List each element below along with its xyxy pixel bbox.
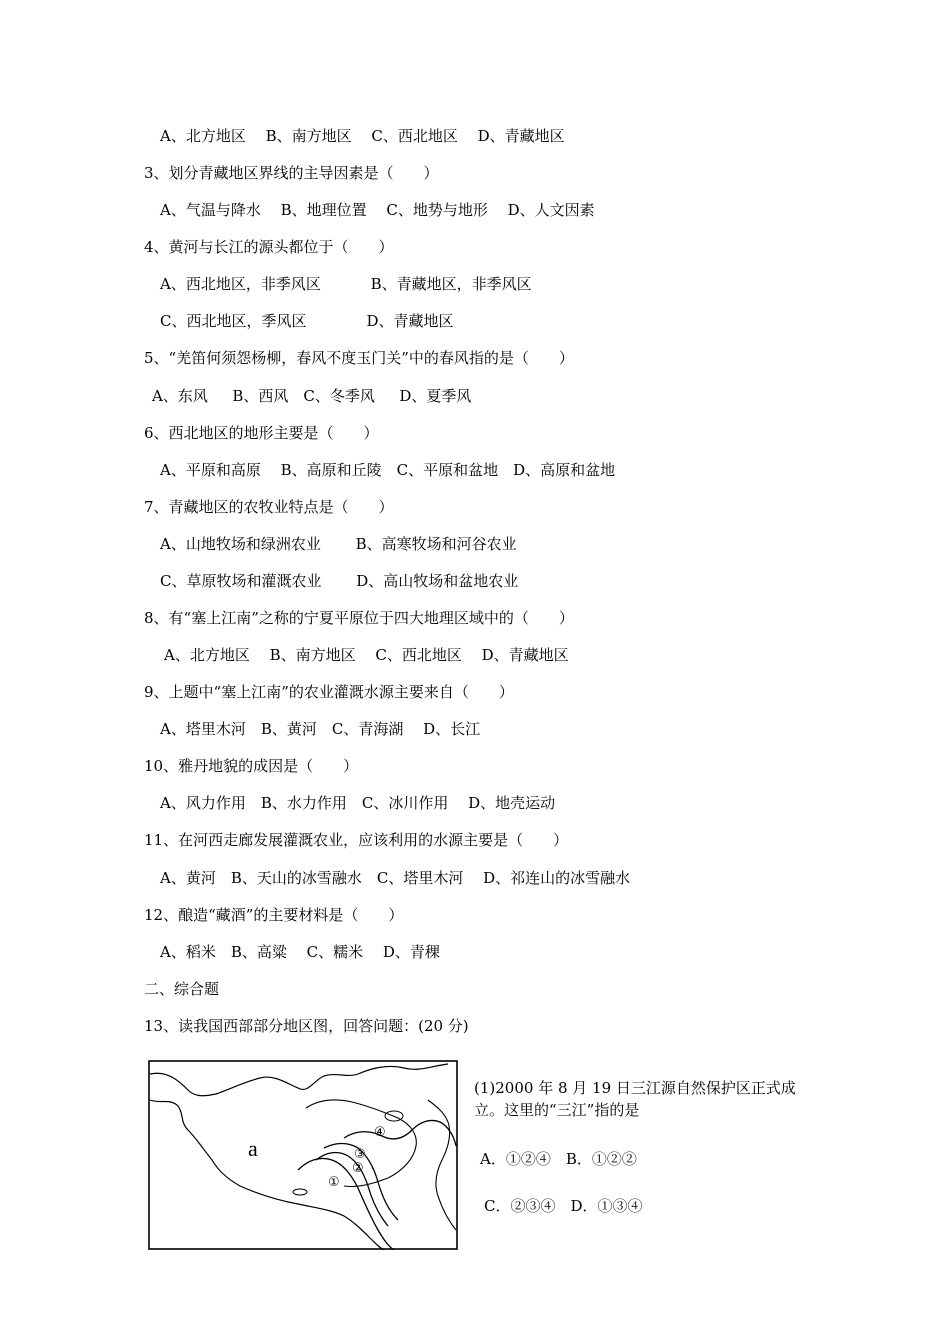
q9-options: A、塔里木河 B、黄河 C、青海湖 D、长江	[160, 720, 481, 738]
q4-options-cd: C、西北地区，季风区 D、青藏地区	[160, 312, 454, 330]
q8-options: A、北方地区 B、南方地区 C、西北地区 D、青藏地区	[164, 646, 569, 664]
q2-options: A、北方地区 B、南方地区 C、西北地区 D、青藏地区	[160, 127, 565, 145]
region-label-a: a	[248, 1136, 258, 1161]
q11-question: 11、在河西走廊发展灌溉农业，应该利用的水源主要是（ ）	[144, 831, 569, 849]
section-heading: 二、综合题	[144, 980, 220, 998]
q10-question: 10、雅丹地貌的成因是（ ）	[144, 757, 359, 775]
q7-options-cd: C、草原牧场和灌溉农业 D、高山牧场和盆地农业	[160, 572, 519, 590]
marker-4: ④	[374, 1125, 386, 1140]
q3-options: A、气温与降水 B、地理位置 C、地势与地形 D、人文因素	[160, 201, 595, 219]
river-4	[344, 1120, 456, 1146]
q4-options-ab: A、西北地区，非季风区 B、青藏地区，非季风区	[160, 275, 532, 293]
q3-question: 3、划分青藏地区界线的主导因素是（ ）	[144, 164, 439, 182]
q5-question: 5、“羌笛何须怨杨柳，春风不度玉门关”中的春风指的是（ ）	[144, 349, 574, 367]
map-border-north	[150, 1064, 448, 1096]
marker-3: ③	[354, 1147, 366, 1162]
q6-question: 6、西北地区的地形主要是（ ）	[144, 424, 379, 442]
q12-question: 12、酿造“藏酒”的主要材料是（ ）	[144, 906, 404, 924]
q13-sub1-options-cd: C．②③④ D．①③④	[484, 1197, 643, 1215]
q8-question: 8、有“塞上江南”之称的宁夏平原位于四大地理区域中的（ ）	[144, 609, 574, 627]
q6-options: A、平原和高原 B、高原和丘陵 C、平原和盆地 D、高原和盆地	[160, 461, 616, 479]
western-china-map	[148, 1060, 458, 1250]
q13-sub1-line1: (1)2000 年 8 月 19 日三江源自然保护区正式成	[474, 1079, 796, 1097]
q9-question: 9、上题中“塞上江南”的农业灌溉水源主要来自（ ）	[144, 683, 514, 701]
q13-sub1-options-ab: A．①②④ B．①②②	[480, 1150, 637, 1168]
map-drawing	[148, 1060, 458, 1250]
q5-options: A、东风 B、西风 C、冬季风 D、夏季风	[152, 387, 472, 405]
q7-options-ab: A、山地牧场和绿洲农业 B、高寒牧场和河谷农业	[160, 535, 517, 553]
river-1	[298, 1158, 394, 1250]
marker-1: ①	[328, 1175, 340, 1190]
lake	[293, 1189, 307, 1195]
marker-2: ②	[352, 1161, 364, 1176]
q11-options: A、黄河 B、天山的冰雪融水 C、塔里木河 D、祁连山的冰雪融水	[160, 869, 631, 887]
q13-question: 13、读我国西部部分地区图，回答问题：(20 分)	[144, 1017, 469, 1035]
q13-sub1-line2: 立。这里的“三江”指的是	[474, 1101, 640, 1119]
q12-options: A、稻米 B、高粱 C、糯米 D、青稞	[160, 943, 440, 961]
map-border-south	[150, 1100, 384, 1250]
map-border-east	[428, 1100, 456, 1230]
q10-options: A、风力作用 B、水力作用 C、冰川作用 D、地壳运动	[160, 794, 556, 812]
q7-question: 7、青藏地区的农牧业特点是（ ）	[144, 498, 394, 516]
q4-question: 4、黄河与长江的源头都位于（ ）	[144, 238, 394, 256]
